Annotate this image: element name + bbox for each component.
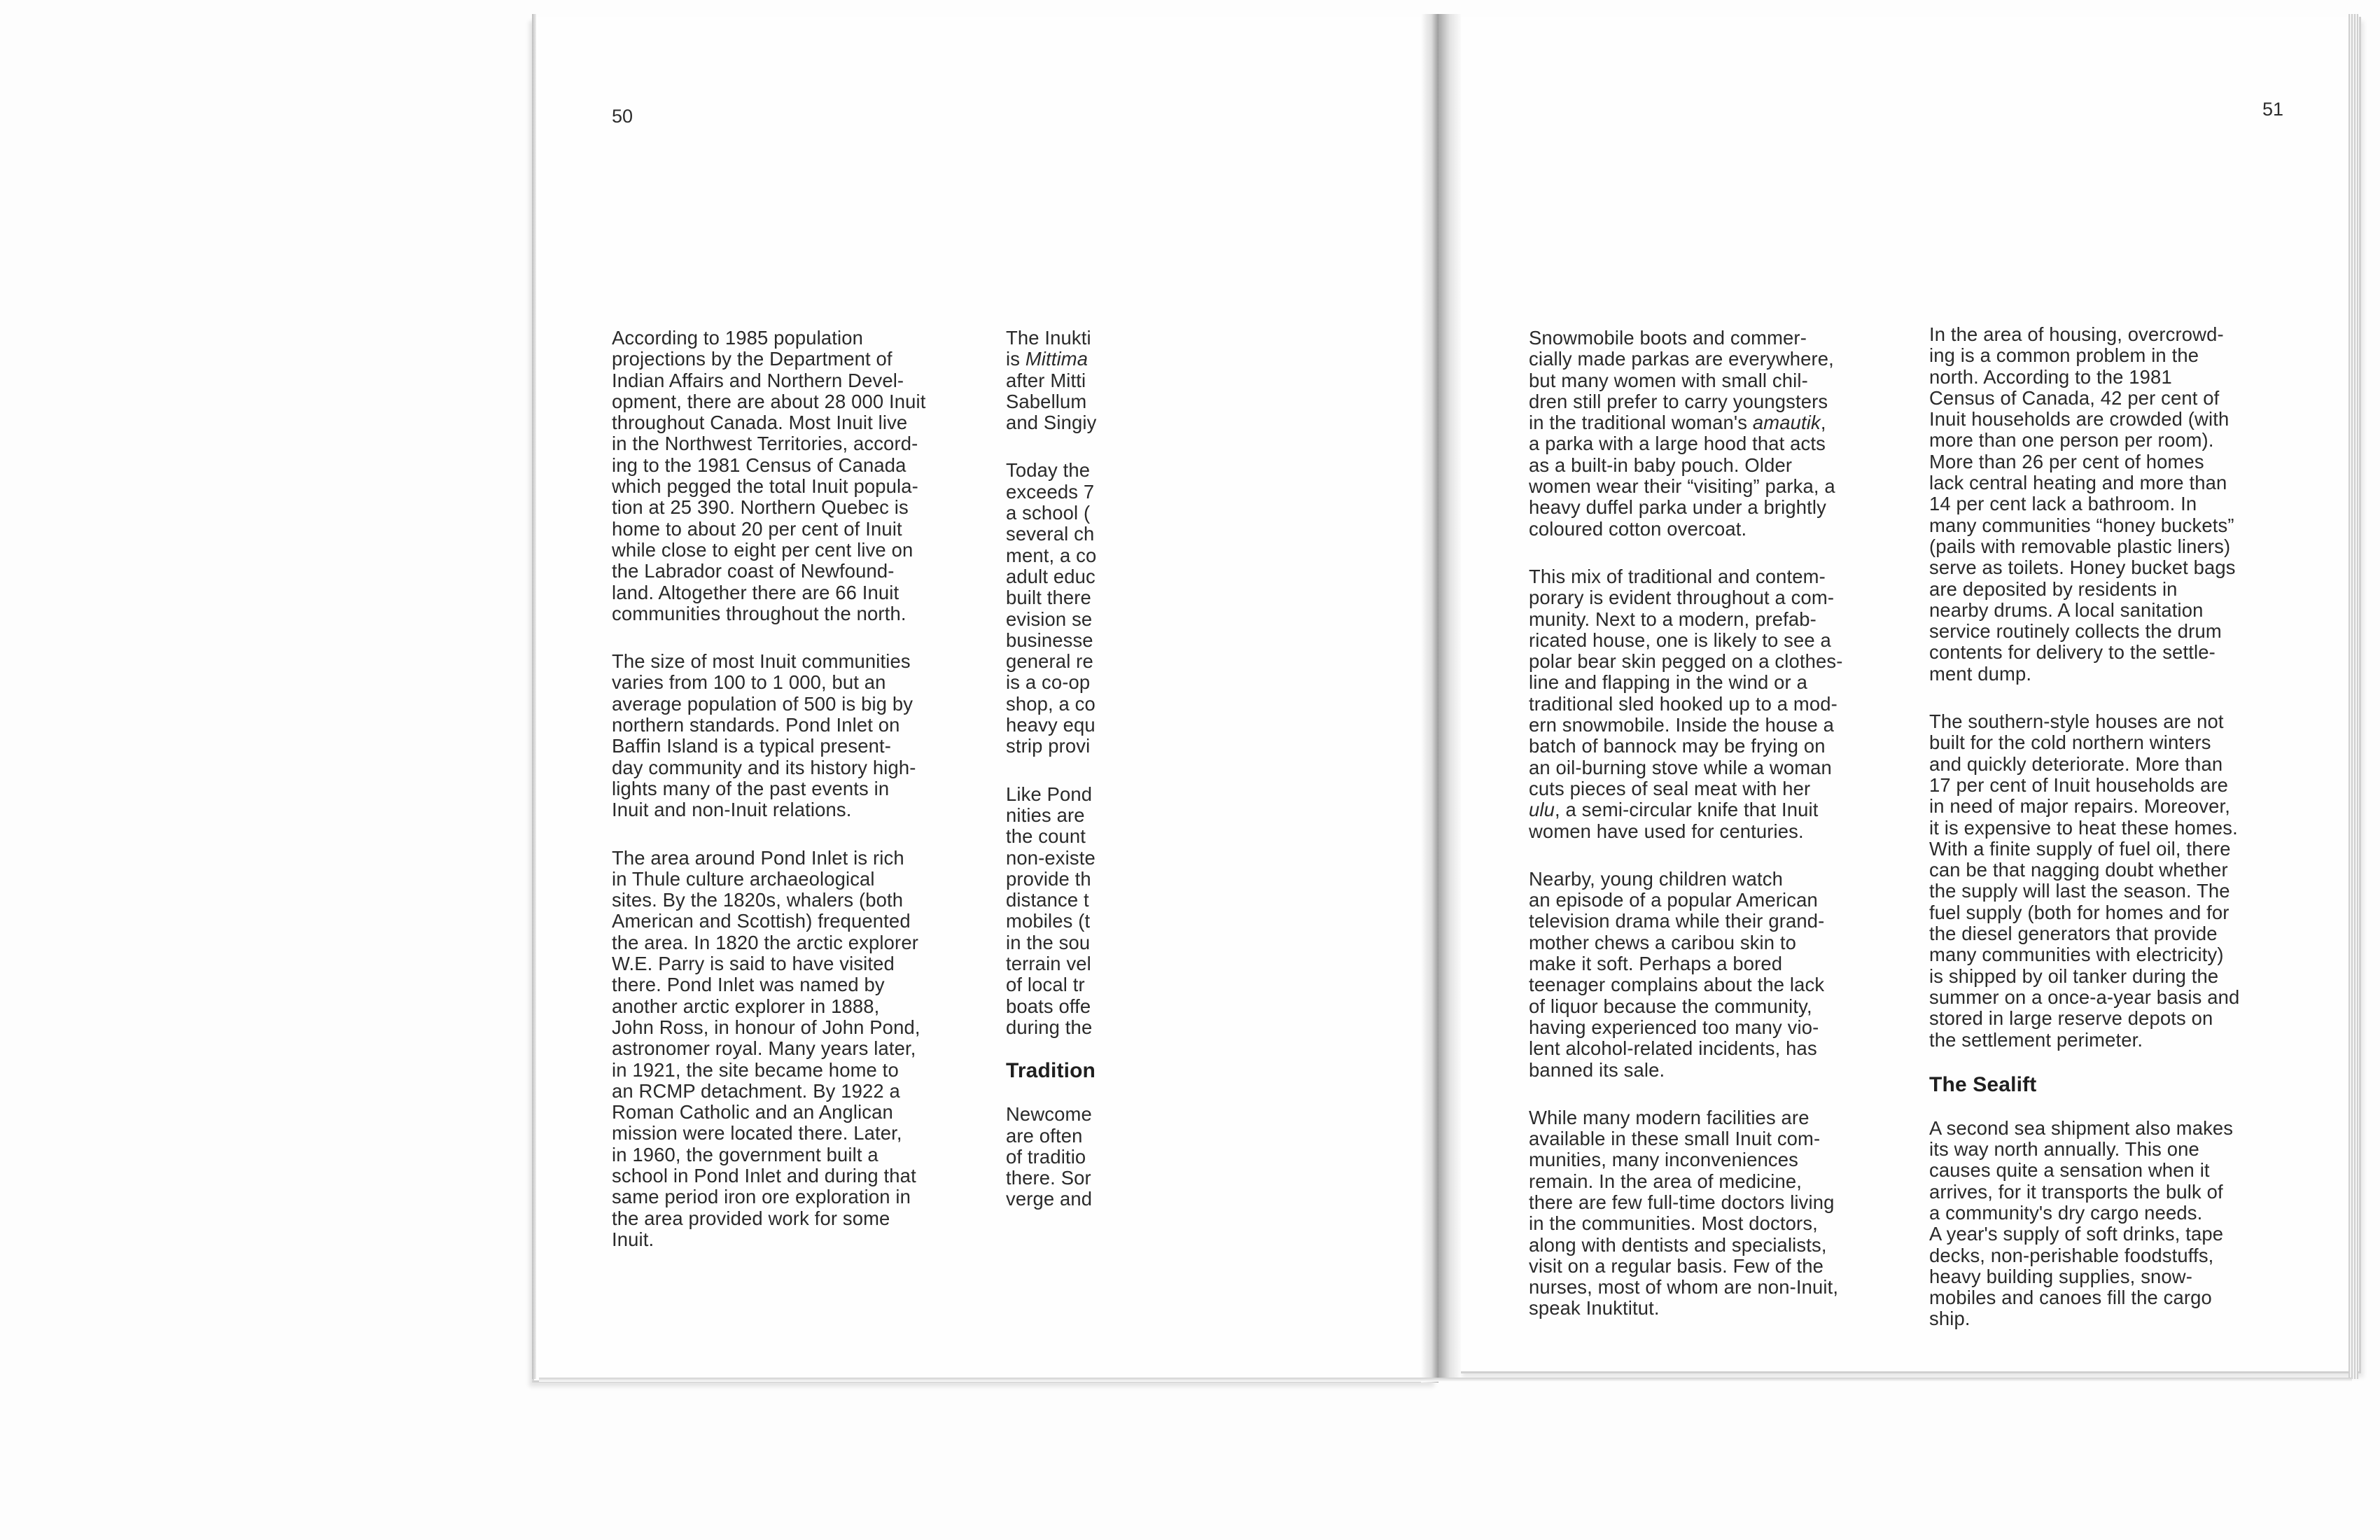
paragraph: A second sea shipment also makes its way north annually. This one causes quite a sensation when it arrives, for it transports the bulk of a community's dry cargo needs. A year's supply of soft drinks, tape decks, non-perishable foodstuffs, heavy building supplies, snow- mobiles and canoes fill the cargo ship. — [1929, 1116, 2234, 1330]
binding-gutter-right — [1438, 14, 1461, 1379]
paragraph: Like Pond nities are the count non-existe provide th distance t mobiles (t in the sou terrain vel of local tr boats offe during the — [1006, 783, 1096, 1038]
paragraph — [1529, 566, 1893, 842]
paragraph — [1006, 328, 1111, 433]
paragraph: Nearby, young children watch an episode of a popular American television drama while their grand- mother chews a caribou skin to make it soft. Perhaps a bored teenager complains about the lack of liquor because the community, having experienced too many vio- lent alcohol-related incidents, has banned its sale. — [1529, 867, 1825, 1081]
section-heading-sealift: The Sealift — [1929, 1072, 2037, 1096]
left-column-2-truncated — [1006, 328, 1111, 1238]
rich-text: Snowmobile boots and commer- cially made parkas are everywhere, but many women with small chil- dren still prefer to carry youngsters in the traditional woman's amautik, a parka with a large hood that acts as a built-in baby pouch. Older women wear their “visiting” parka, a heavy duffel parka under a brightly coloured cotton overcoat. — [1529, 327, 1835, 540]
rich-text: The Inukti is Mittima after Mitti Sabellum and Singiy — [1006, 328, 1097, 434]
paragraph: The area around Pond Inlet is rich in Thule culture archaeological sites. By the 1820s, whalers (both American and Scottish) frequented the area. In 1820 the arctic explorer W.E. Parry is said to have visited there. Pond Inlet was named by another arctic explorer in 1888, John Ross, in honour of John Pond, astronomer royal. Many years later, in 1921, the site became home to an RCMP detachment. By 1922 a Roman Catholic and an Anglican mission were located there. Later, in 1960, the government built a school in Pond Inlet and during that same period iron ore exploration in the area provided work for some Inuit. — [612, 846, 920, 1250]
paragraph: While many modern facilities are available in these small Inuit com- munities, many inconveniences remain. In the area of medicine, there are few full-time doctors living in the communities. Most doctors, along with dentists and specialists, visit on a regular basis. Few of the nurses, most of whom are non-Inuit, speak Inuktitut. — [1529, 1106, 1839, 1320]
paragraph: The southern-style houses are not built for the cold northern winters and quickly deteriorate. More than 17 per cent of Inuit households are in need of major repairs. Moreover, it is expensive to heat these homes. With a finite supply of fuel oil, there can be that nagging doubt whether the supply will last the season. The fuel supply (both for homes and for the diesel generators that provide many communities with electricity) is shipped by oil tanker during the summer on a once-a-year basis and stored in large reserve depots on the settlement perimeter. — [1929, 710, 2240, 1051]
paragraph — [1529, 328, 1893, 540]
page-number-right: 51 — [2262, 99, 2284, 120]
paragraph: According to 1985 population projections by the Department of Indian Affairs and Northern Devel- opment, there are about 28 000 Inuit throughout Canada. Most Inuit live in the Northwest Territories, accord- ing to the 1981 Census of Canada which pegged the total Inuit popula- tion at 25 390. Northern Quebec is home to about 20 per cent of Inuit while close to eight per cent live on the Labrador coast of Newfound- land. Altogether there are 66 Inuit communities throughout the north. — [612, 327, 926, 624]
right-page-stack-edge — [2348, 14, 2358, 1379]
right-column-1 — [1529, 328, 1893, 1346]
paragraph: In the area of housing, overcrowd- ing is a common problem in the north. According to the 1981 Census of Canada, 42 per cent of Inuit households are crowded (with more than one person per room). More than 26 per cent of homes lack central heating and more than 14 per cent lack a bathroom. In many communities “honey buckets” (pails with removable plastic liners) serve as toilets. Honey bucket bags are deposited by residents in nearby drums. A local sanitation service routinely collects the drum contents for delivery to the settle- ment dump. — [1929, 323, 2236, 685]
paragraph: The size of most Inuit communities varies from 100 to 1 000, but an average population of 500 is big by northern standards. Pond Inlet on Baffin Island is a typical present- day community and its history high- lights many of the past events in Inuit and non-Inuit relations. — [612, 650, 916, 821]
paragraph: Today the exceeds 7 a school ( several ch ment, a co adult educ built there evision se businesse general re is a co-op shop, a co heavy equ strip provi — [1006, 459, 1097, 757]
section-heading-tradition: Tradition — [1006, 1059, 1096, 1083]
page-number-left: 50 — [612, 106, 634, 127]
left-page-edge — [532, 14, 536, 1379]
binding-gutter-left — [1421, 14, 1438, 1382]
left-column-1 — [612, 328, 976, 1277]
right-column-2 — [1929, 324, 2293, 1357]
rich-text: This mix of traditional and contem- porary is evident throughout a com- munity. Next to a modern, prefab- ricated house, one is likely to see a polar bear skin pegged on a clothes- line and flapping in the wind or a traditional sled hooked up to a mod- ern snowmobile. Inside the house a batch of bannock may be frying on an oil-burning stove while a woman cuts pieces of seal meat with her ulu, a semi-circular knife that Inuit women have used for centuries. — [1529, 565, 1843, 842]
bottom-page-shadow — [539, 1378, 2352, 1382]
paragraph: Newcome are often of traditio there. Sor verge and — [1006, 1103, 1093, 1210]
